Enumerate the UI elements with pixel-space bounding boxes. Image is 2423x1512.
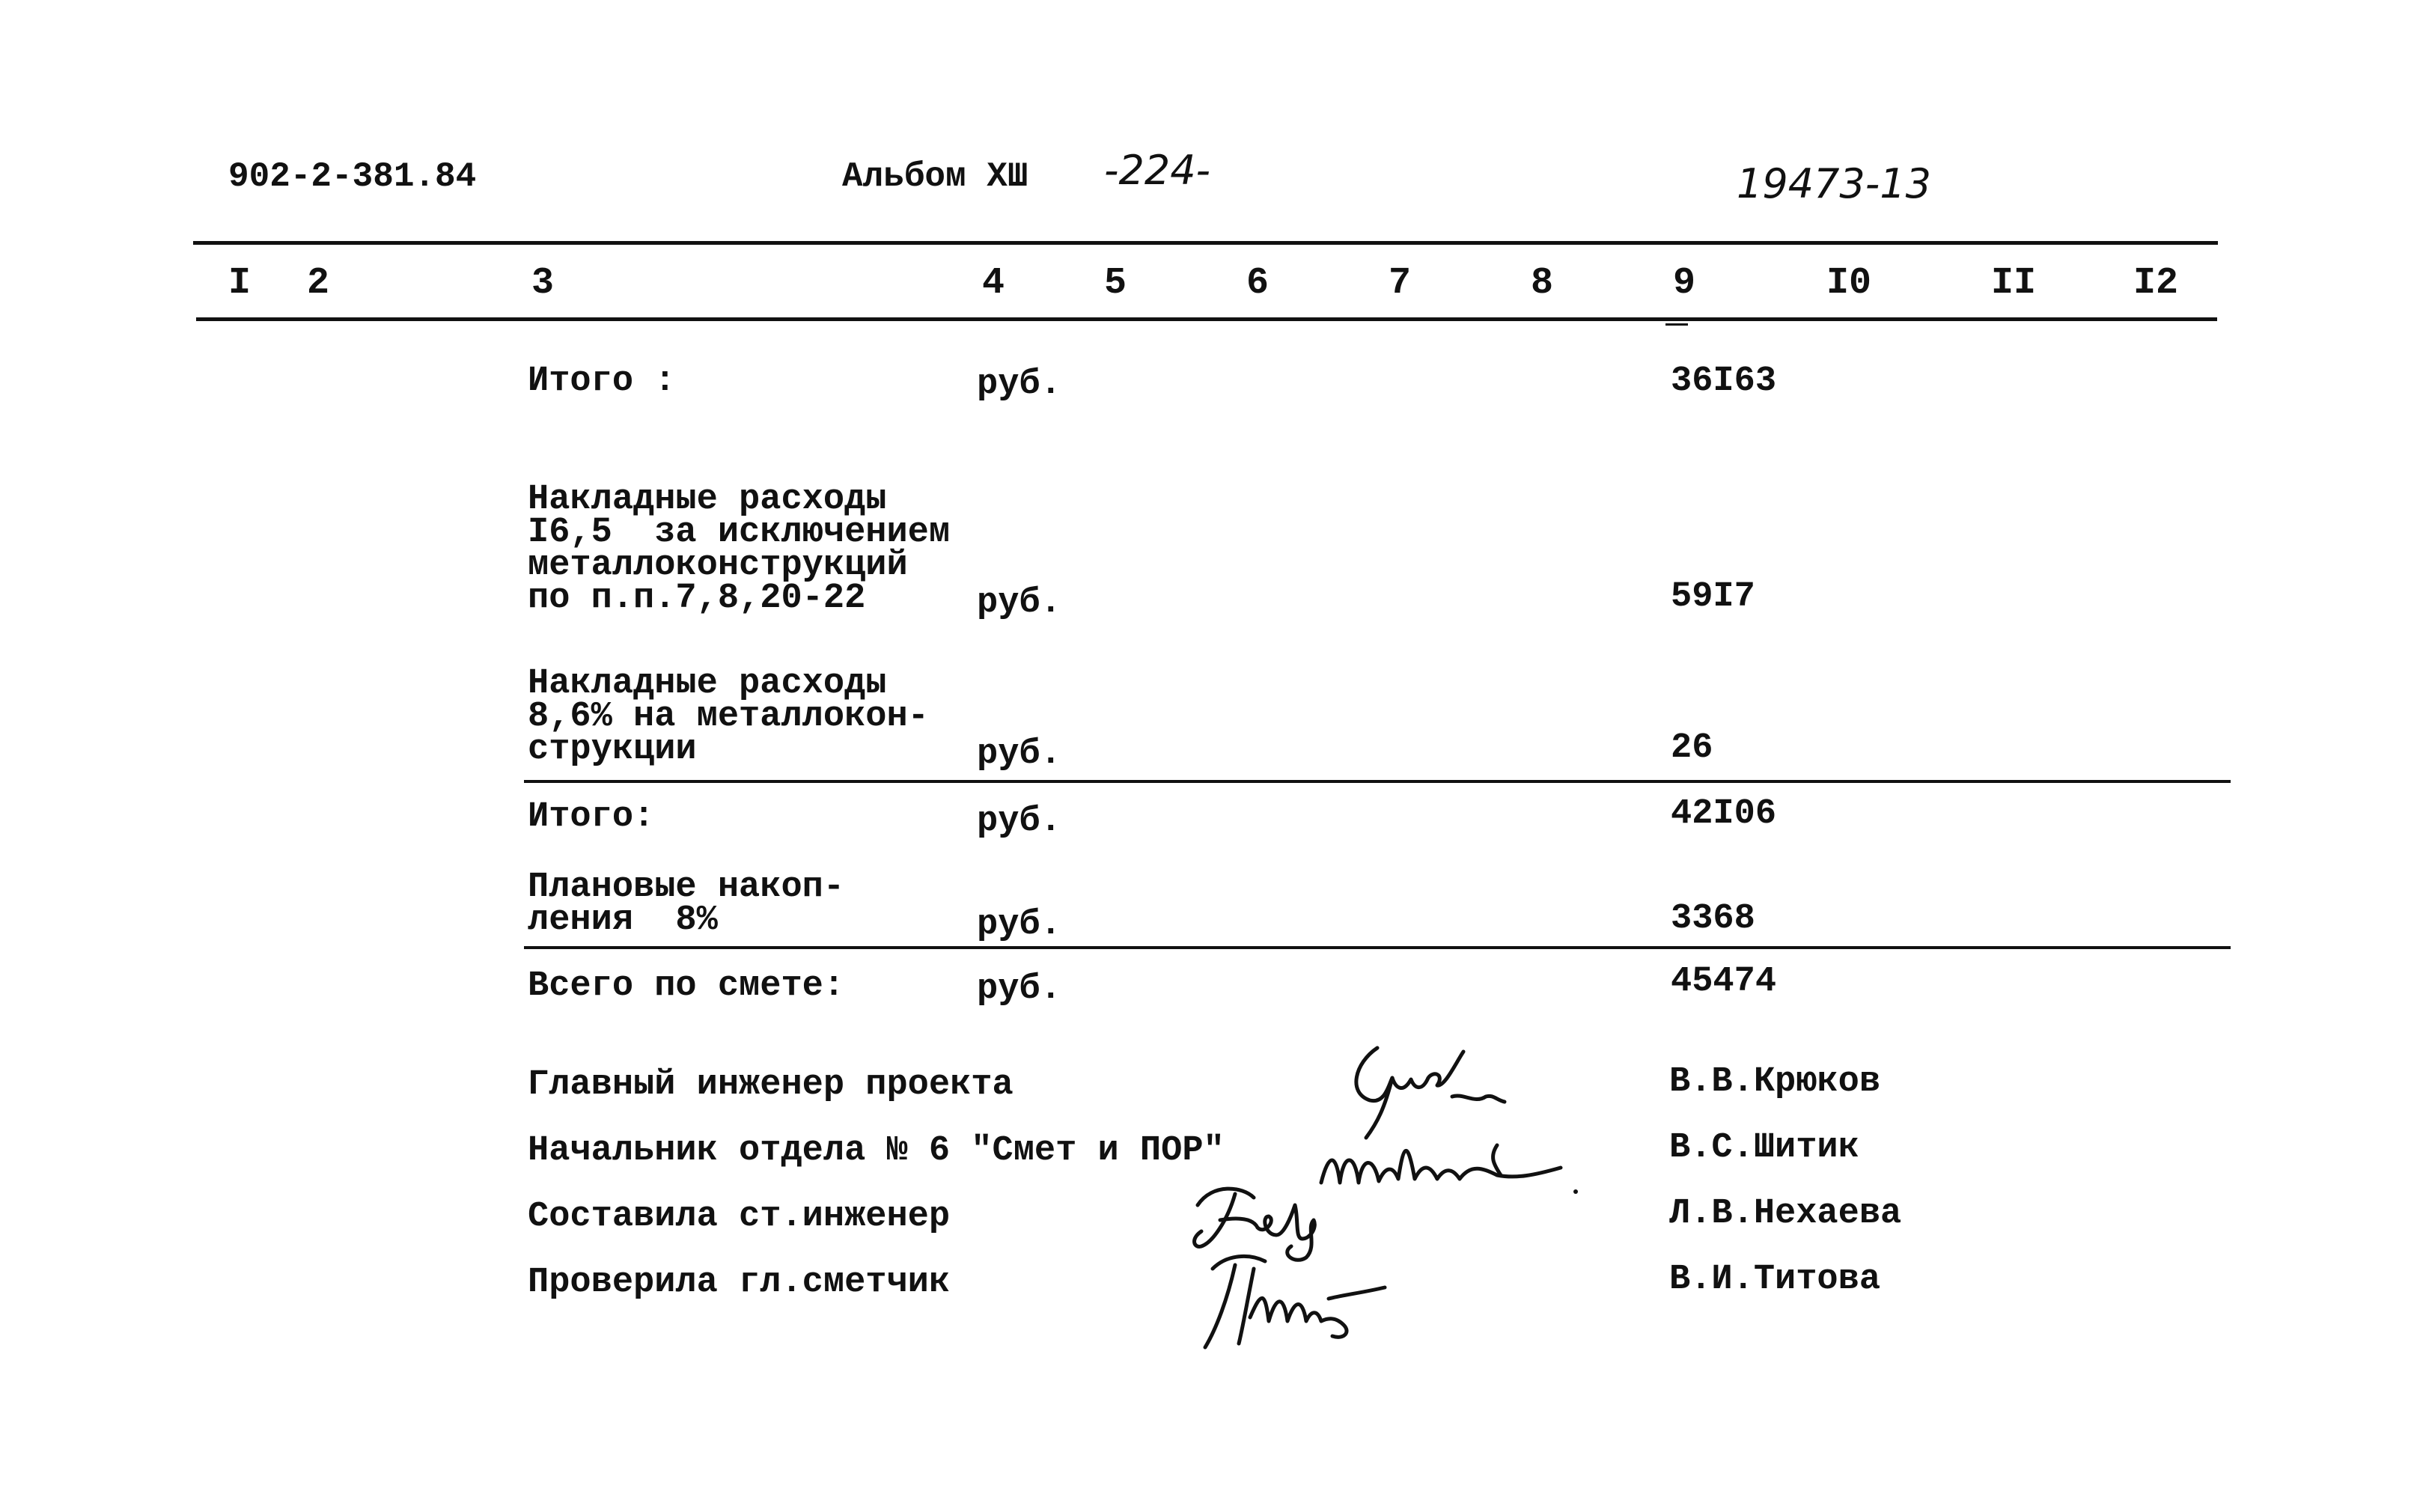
header-bottom-rule [196,317,2217,321]
signatory-4-role: Проверила гл.сметчик [528,1263,951,1302]
col-header-9: 9 [1673,262,1696,305]
col-header-7: 7 [1389,262,1412,305]
col-header-6: 6 [1246,262,1270,305]
row-1-unit: руб. [977,365,1061,404]
tick-mark [1665,323,1688,326]
row-6-desc: Всего по смете: [528,966,845,1006]
row-2-desc-line-2: I6,5 за исключением [528,513,951,552]
row-2-desc-line-1: Накладные расходы [528,480,887,519]
col-header-4: 4 [982,262,1005,305]
top-rule [193,241,2218,245]
album-label: Альбом ХШ [842,157,1028,196]
row-1-desc: Итого : [528,362,676,401]
row-5-unit: руб. [977,905,1061,945]
col-header-8: 8 [1531,262,1554,305]
row-1-value: 36I63 [1671,362,1777,401]
row-4-unit: руб. [977,802,1061,841]
row-4-value: 42I06 [1671,794,1777,834]
row-2-desc-line-3: металлоконструкций [528,546,908,585]
page-number: -224- [1104,147,1211,194]
row-3-desc-line-1: Накладные расходы [528,664,887,704]
sheet-number: 19473-13 [1737,160,1931,207]
total-rule [524,946,2231,949]
signatory-2-name: В.С.Шитик [1669,1128,1859,1168]
signatory-2-role: Начальник отдела № 6 "Смет и ПОР" [528,1131,1225,1171]
document-code: 902-2-381.84 [228,157,477,196]
signatory-3-name: Л.В.Нехаева [1669,1194,1902,1234]
col-header-3: 3 [531,262,555,305]
row-3-desc-line-2: 8,6% на металлокон- [528,697,929,737]
col-header-12: I2 [2133,262,2179,305]
signature-checker [1183,1246,1407,1359]
row-6-value: 45474 [1671,962,1777,1002]
signatory-1-name: В.В.Крюков [1669,1062,1881,1102]
row-5-desc-line-2: ления 8% [528,900,718,940]
row-6-unit: руб. [977,969,1061,1009]
signatory-1-role: Главный инженер проекта [528,1065,1014,1105]
row-4-desc: Итого: [528,797,655,837]
row-3-desc-line-3: струкции [528,730,697,769]
row-3-unit: руб. [977,734,1061,774]
signatory-3-role: Составила ст.инженер [528,1197,951,1237]
col-header-5: 5 [1104,262,1127,305]
col-header-11: II [1991,262,2037,305]
row-5-desc-line-1: Плановые накоп- [528,868,845,907]
row-2-desc-line-4: по п.п.7,8,20-22 [528,579,866,618]
col-header-10: I0 [1826,262,1872,305]
row-2-value: 59I7 [1671,577,1755,617]
col-header-1: I [228,262,252,305]
signatory-4-name: В.И.Титова [1669,1260,1881,1299]
col-header-2: 2 [307,262,330,305]
row-2-unit: руб. [977,583,1061,623]
row-5-value: 3368 [1671,899,1755,939]
row-3-value: 26 [1671,728,1713,768]
subtotal-rule [524,780,2231,783]
